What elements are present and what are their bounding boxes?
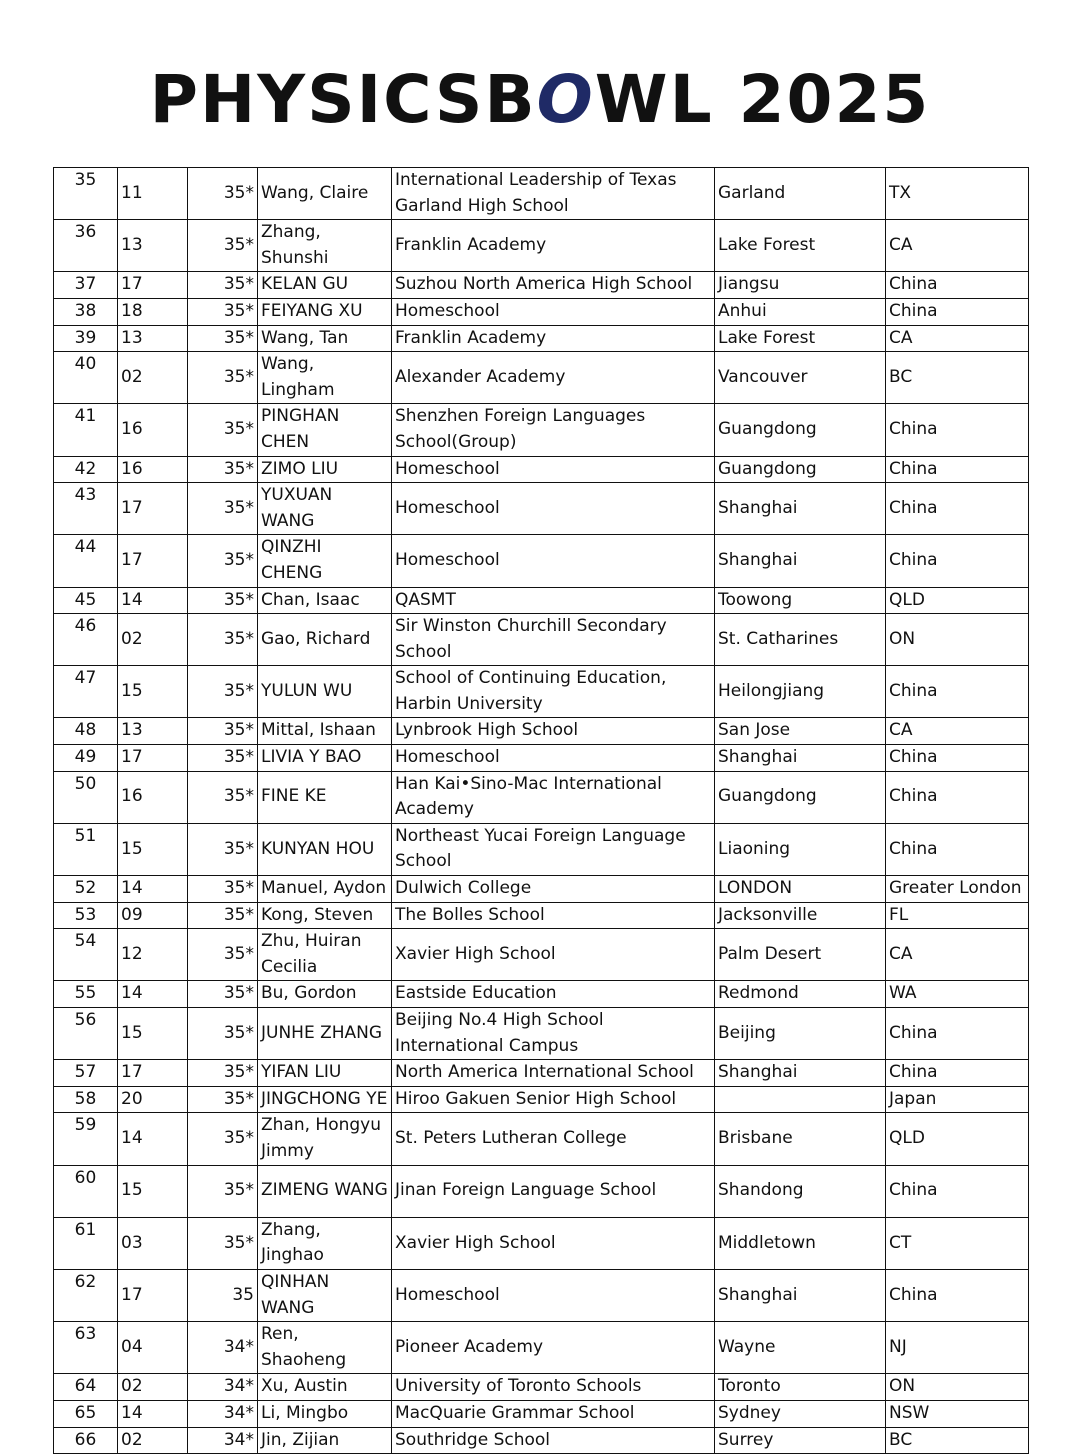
name-cell: Zhu, Huiran Cecilia: [258, 929, 392, 981]
school-cell: Sir Winston Churchill Secondary School: [392, 614, 715, 666]
grade-cell: 17: [118, 1269, 188, 1321]
grade-cell: 16: [118, 771, 188, 823]
region-cell: China: [886, 298, 1029, 325]
name-cell: YUXUAN WANG: [258, 483, 392, 535]
name-cell: Gao, Richard: [258, 614, 392, 666]
table-row: [54, 1322, 1029, 1374]
grade-cell: 14: [118, 1400, 188, 1427]
name-cell: FEIYANG XU: [258, 298, 392, 325]
school-cell: The Bolles School: [392, 902, 715, 929]
table-row: [54, 981, 1029, 1008]
score-cell: 35*: [188, 535, 258, 587]
name-cell: Kong, Steven: [258, 902, 392, 929]
table-row: [54, 587, 1029, 614]
school-cell: Hiroo Gakuen Senior High School: [392, 1086, 715, 1113]
region-cell: TX: [886, 168, 1029, 220]
region-cell: CT: [886, 1217, 1029, 1269]
table-row: [54, 1165, 1029, 1217]
score-cell: 35*: [188, 456, 258, 483]
grade-cell: 13: [118, 325, 188, 352]
school-cell: Northeast Yucai Foreign Language School: [392, 823, 715, 875]
name-cell: Zhang, Shunshi: [258, 220, 392, 272]
school-cell: Suzhou North America High School: [392, 272, 715, 299]
name-cell: KUNYAN HOU: [258, 823, 392, 875]
rank-cell: 36: [54, 220, 118, 272]
rank-cell: 42: [54, 456, 118, 483]
rank-cell: 38: [54, 298, 118, 325]
region-cell: FL: [886, 902, 1029, 929]
city-cell: Shanghai: [715, 483, 886, 535]
name-cell: Manuel, Aydon: [258, 876, 392, 903]
rank-cell: 66: [54, 1427, 118, 1454]
rank-cell: 65: [54, 1400, 118, 1427]
rank-cell: 64: [54, 1374, 118, 1401]
name-cell: PINGHAN CHEN: [258, 404, 392, 456]
grade-cell: 17: [118, 483, 188, 535]
city-cell: Shanghai: [715, 1269, 886, 1321]
region-cell: China: [886, 823, 1029, 875]
school-cell: Franklin Academy: [392, 325, 715, 352]
region-cell: BC: [886, 1427, 1029, 1454]
results-table: [53, 167, 1029, 1454]
name-cell: Bu, Gordon: [258, 981, 392, 1008]
score-cell: 35*: [188, 1165, 258, 1217]
table-row: [54, 352, 1029, 404]
name-cell: Li, Mingbo: [258, 1400, 392, 1427]
score-cell: 35*: [188, 981, 258, 1008]
rank-cell: 63: [54, 1322, 118, 1374]
grade-cell: 02: [118, 1374, 188, 1401]
school-cell: Southridge School: [392, 1427, 715, 1454]
table-row: [54, 902, 1029, 929]
name-cell: Wang, Lingham: [258, 352, 392, 404]
rank-cell: 49: [54, 745, 118, 772]
school-cell: Shenzhen Foreign Languages School(Group): [392, 404, 715, 456]
school-cell: International Leadership of Texas Garland High School: [392, 168, 715, 220]
region-cell: China: [886, 483, 1029, 535]
table-row: [54, 272, 1029, 299]
name-cell: YIFAN LIU: [258, 1060, 392, 1087]
school-cell: University of Toronto Schools: [392, 1374, 715, 1401]
city-cell: Shandong: [715, 1165, 886, 1217]
city-cell: Wayne: [715, 1322, 886, 1374]
school-cell: Homeschool: [392, 456, 715, 483]
city-cell: San Jose: [715, 718, 886, 745]
rank-cell: 54: [54, 929, 118, 981]
city-cell: Middletown: [715, 1217, 886, 1269]
city-cell: Toowong: [715, 587, 886, 614]
table-row: [54, 1374, 1029, 1401]
school-cell: Eastside Education: [392, 981, 715, 1008]
score-cell: 35*: [188, 929, 258, 981]
rank-cell: 55: [54, 981, 118, 1008]
score-cell: 35*: [188, 587, 258, 614]
score-cell: 35*: [188, 823, 258, 875]
title-logo-o: O: [536, 61, 595, 138]
rank-cell: 45: [54, 587, 118, 614]
grade-cell: 15: [118, 823, 188, 875]
table-row: [54, 771, 1029, 823]
grade-cell: 13: [118, 718, 188, 745]
name-cell: Chan, Isaac: [258, 587, 392, 614]
city-cell: St. Catharines: [715, 614, 886, 666]
grade-cell: 15: [118, 1165, 188, 1217]
rank-cell: 47: [54, 666, 118, 718]
grade-cell: 16: [118, 456, 188, 483]
rank-cell: 58: [54, 1086, 118, 1113]
grade-cell: 18: [118, 298, 188, 325]
table-row: [54, 666, 1029, 718]
score-cell: 35*: [188, 298, 258, 325]
score-cell: 35: [188, 1269, 258, 1321]
grade-cell: 17: [118, 745, 188, 772]
page-title: [0, 60, 1080, 140]
name-cell: Jin, Zijian: [258, 1427, 392, 1454]
grade-cell: 02: [118, 614, 188, 666]
name-cell: JUNHE ZHANG: [258, 1008, 392, 1060]
city-cell: Shanghai: [715, 1060, 886, 1087]
rank-cell: 48: [54, 718, 118, 745]
city-cell: Brisbane: [715, 1113, 886, 1165]
region-cell: ON: [886, 1374, 1029, 1401]
region-cell: China: [886, 456, 1029, 483]
city-cell: LONDON: [715, 876, 886, 903]
score-cell: 35*: [188, 1113, 258, 1165]
name-cell: Wang, Claire: [258, 168, 392, 220]
score-cell: 35*: [188, 272, 258, 299]
score-cell: 35*: [188, 902, 258, 929]
name-cell: ZIMO LIU: [258, 456, 392, 483]
rank-cell: 52: [54, 876, 118, 903]
school-cell: North America International School: [392, 1060, 715, 1087]
school-cell: Han Kai•Sino-Mac International Academy: [392, 771, 715, 823]
score-cell: 35*: [188, 614, 258, 666]
rank-cell: 56: [54, 1008, 118, 1060]
school-cell: Homeschool: [392, 745, 715, 772]
school-cell: Beijing No.4 High School International Campus: [392, 1008, 715, 1060]
score-cell: 35*: [188, 352, 258, 404]
grade-cell: 03: [118, 1217, 188, 1269]
city-cell: Guangdong: [715, 404, 886, 456]
region-cell: CA: [886, 220, 1029, 272]
table-row: [54, 220, 1029, 272]
grade-cell: 02: [118, 352, 188, 404]
grade-cell: 15: [118, 1008, 188, 1060]
school-cell: Homeschool: [392, 483, 715, 535]
city-cell: Palm Desert: [715, 929, 886, 981]
region-cell: CA: [886, 718, 1029, 745]
city-cell: Anhui: [715, 298, 886, 325]
table-row: [54, 483, 1029, 535]
region-cell: BC: [886, 352, 1029, 404]
table-row: [54, 1427, 1029, 1454]
table-row: [54, 168, 1029, 220]
table-row: [54, 456, 1029, 483]
school-cell: Homeschool: [392, 298, 715, 325]
grade-cell: 11: [118, 168, 188, 220]
school-cell: Lynbrook High School: [392, 718, 715, 745]
table-row: [54, 876, 1029, 903]
region-cell: NSW: [886, 1400, 1029, 1427]
region-cell: WA: [886, 981, 1029, 1008]
score-cell: 35*: [188, 718, 258, 745]
city-cell: Vancouver: [715, 352, 886, 404]
grade-cell: 17: [118, 535, 188, 587]
region-cell: QLD: [886, 587, 1029, 614]
table-row: [54, 535, 1029, 587]
rank-cell: 44: [54, 535, 118, 587]
name-cell: FINE KE: [258, 771, 392, 823]
name-cell: JINGCHONG YE: [258, 1086, 392, 1113]
school-cell: St. Peters Lutheran College: [392, 1113, 715, 1165]
city-cell: Jiangsu: [715, 272, 886, 299]
grade-cell: 20: [118, 1086, 188, 1113]
region-cell: China: [886, 404, 1029, 456]
table-row: [54, 298, 1029, 325]
score-cell: 34*: [188, 1400, 258, 1427]
school-cell: Xavier High School: [392, 929, 715, 981]
rank-cell: 40: [54, 352, 118, 404]
name-cell: Xu, Austin: [258, 1374, 392, 1401]
grade-cell: 09: [118, 902, 188, 929]
region-cell: China: [886, 745, 1029, 772]
table-row: [54, 1217, 1029, 1269]
table-row: [54, 929, 1029, 981]
name-cell: QINHAN WANG: [258, 1269, 392, 1321]
rank-cell: 61: [54, 1217, 118, 1269]
region-cell: China: [886, 272, 1029, 299]
table-row: [54, 1269, 1029, 1321]
score-cell: 35*: [188, 1060, 258, 1087]
table-row: [54, 718, 1029, 745]
table-row: [54, 1008, 1029, 1060]
score-cell: 35*: [188, 1086, 258, 1113]
region-cell: Greater London: [886, 876, 1029, 903]
score-cell: 34*: [188, 1374, 258, 1401]
school-cell: Homeschool: [392, 1269, 715, 1321]
grade-cell: 14: [118, 981, 188, 1008]
rank-cell: 46: [54, 614, 118, 666]
grade-cell: 14: [118, 1113, 188, 1165]
rank-cell: 60: [54, 1165, 118, 1217]
city-cell: Lake Forest: [715, 325, 886, 352]
name-cell: Mittal, Ishaan: [258, 718, 392, 745]
results-body: [54, 168, 1029, 1454]
rank-cell: 37: [54, 272, 118, 299]
grade-cell: 13: [118, 220, 188, 272]
city-cell: Redmond: [715, 981, 886, 1008]
name-cell: YULUN WU: [258, 666, 392, 718]
region-cell: China: [886, 535, 1029, 587]
table-row: [54, 1060, 1029, 1087]
school-cell: Dulwich College: [392, 876, 715, 903]
city-cell: [715, 1086, 886, 1113]
score-cell: 35*: [188, 483, 258, 535]
region-cell: China: [886, 771, 1029, 823]
name-cell: ZIMENG WANG: [258, 1165, 392, 1217]
school-cell: School of Continuing Education, Harbin University: [392, 666, 715, 718]
school-cell: Franklin Academy: [392, 220, 715, 272]
grade-cell: 04: [118, 1322, 188, 1374]
school-cell: MacQuarie Grammar School: [392, 1400, 715, 1427]
name-cell: LIVIA Y BAO: [258, 745, 392, 772]
grade-cell: 14: [118, 587, 188, 614]
grade-cell: 17: [118, 1060, 188, 1087]
name-cell: Ren, Shaoheng: [258, 1322, 392, 1374]
score-cell: 34*: [188, 1322, 258, 1374]
score-cell: 35*: [188, 771, 258, 823]
city-cell: Guangdong: [715, 771, 886, 823]
school-cell: Alexander Academy: [392, 352, 715, 404]
grade-cell: 02: [118, 1427, 188, 1454]
rank-cell: 43: [54, 483, 118, 535]
city-cell: Toronto: [715, 1374, 886, 1401]
school-cell: Pioneer Academy: [392, 1322, 715, 1374]
city-cell: Garland: [715, 168, 886, 220]
table-row: [54, 1113, 1029, 1165]
name-cell: Zhan, Hongyu Jimmy: [258, 1113, 392, 1165]
school-cell: Xavier High School: [392, 1217, 715, 1269]
score-cell: 35*: [188, 325, 258, 352]
city-cell: Jacksonville: [715, 902, 886, 929]
name-cell: Zhang, Jinghao: [258, 1217, 392, 1269]
city-cell: Shanghai: [715, 535, 886, 587]
rank-cell: 59: [54, 1113, 118, 1165]
region-cell: CA: [886, 325, 1029, 352]
region-cell: China: [886, 1165, 1029, 1217]
table-row: [54, 823, 1029, 875]
school-cell: QASMT: [392, 587, 715, 614]
city-cell: Shanghai: [715, 745, 886, 772]
region-cell: ON: [886, 614, 1029, 666]
name-cell: QINZHI CHENG: [258, 535, 392, 587]
city-cell: Sydney: [715, 1400, 886, 1427]
city-cell: Heilongjiang: [715, 666, 886, 718]
city-cell: Guangdong: [715, 456, 886, 483]
city-cell: Liaoning: [715, 823, 886, 875]
score-cell: 35*: [188, 1008, 258, 1060]
rank-cell: 57: [54, 1060, 118, 1087]
city-cell: Lake Forest: [715, 220, 886, 272]
region-cell: China: [886, 666, 1029, 718]
rank-cell: 41: [54, 404, 118, 456]
table-row: [54, 1400, 1029, 1427]
region-cell: QLD: [886, 1113, 1029, 1165]
city-cell: Surrey: [715, 1427, 886, 1454]
region-cell: NJ: [886, 1322, 1029, 1374]
region-cell: China: [886, 1269, 1029, 1321]
region-cell: Japan: [886, 1086, 1029, 1113]
score-cell: 35*: [188, 404, 258, 456]
grade-cell: 14: [118, 876, 188, 903]
table-row: [54, 614, 1029, 666]
score-cell: 35*: [188, 745, 258, 772]
table-row: [54, 404, 1029, 456]
city-cell: Beijing: [715, 1008, 886, 1060]
rank-cell: 39: [54, 325, 118, 352]
score-cell: 35*: [188, 220, 258, 272]
school-cell: Homeschool: [392, 535, 715, 587]
rank-cell: 50: [54, 771, 118, 823]
grade-cell: 16: [118, 404, 188, 456]
table-row: [54, 745, 1029, 772]
grade-cell: 15: [118, 666, 188, 718]
rank-cell: 51: [54, 823, 118, 875]
score-cell: 35*: [188, 168, 258, 220]
score-cell: 35*: [188, 666, 258, 718]
title-prefix: PHYSICSB: [149, 61, 537, 138]
name-cell: KELAN GU: [258, 272, 392, 299]
grade-cell: 12: [118, 929, 188, 981]
region-cell: CA: [886, 929, 1029, 981]
score-cell: 34*: [188, 1427, 258, 1454]
rank-cell: 62: [54, 1269, 118, 1321]
grade-cell: 17: [118, 272, 188, 299]
region-cell: China: [886, 1060, 1029, 1087]
school-cell: Jinan Foreign Language School: [392, 1165, 715, 1217]
title-suffix: WL 2025: [594, 61, 931, 138]
rank-cell: 53: [54, 902, 118, 929]
score-cell: 35*: [188, 1217, 258, 1269]
table-row: [54, 1086, 1029, 1113]
rank-cell: 35: [54, 168, 118, 220]
table-row: [54, 325, 1029, 352]
name-cell: Wang, Tan: [258, 325, 392, 352]
region-cell: China: [886, 1008, 1029, 1060]
score-cell: 35*: [188, 876, 258, 903]
